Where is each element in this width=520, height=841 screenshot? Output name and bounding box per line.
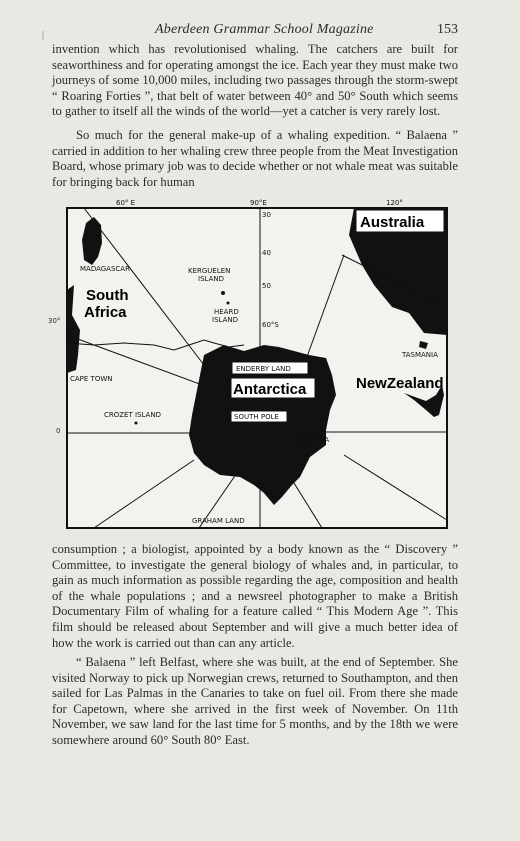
lat-50-label: 50	[262, 282, 271, 290]
paragraph-whaling-catchers: invention which has revolutionised whaling. The catchers are built for seaworthiness and for operating amongst the ice. Each year they must make two journeys of some 10,000 miles, including two passages through the storm-swept “ Roaring Forties ”, that belt of water between 40° and 50° South which seems to gather to itself all the winds of the world—yet a catcher is very rarely lost.	[52, 42, 458, 119]
new-zealand-label: NewZealand	[356, 375, 444, 392]
heard-island-dot	[227, 302, 230, 305]
heard-label-1: HEARD	[214, 308, 239, 316]
lat-40-label: 40	[262, 249, 271, 257]
south-pole-label: SOUTH POLE	[234, 413, 279, 421]
zero-side-label: 0	[56, 427, 61, 435]
kerguelen-label-1: KERGUELEN	[188, 267, 231, 275]
lat-60-label: 60°S	[262, 321, 279, 329]
lon-60-label: 60° E	[116, 199, 136, 207]
paragraph-biologist: consumption ; a biologist, appointed by a body known as the “ Discovery ” Committee, to investigate the general biology of whales and, in particular, to gain as much information as possible regarding the age, composition and health of the whale populations ; and a newsreel photographer to make a British Documentary Film of whaling for a feature called “ This Modern Age ”. This film should be released about September and will give a much better idea of how the work is carried out than can any article.	[52, 542, 458, 650]
map-svg	[64, 195, 450, 531]
southern-ocean-map	[48, 195, 450, 531]
lon-90-label: 90°E	[250, 199, 267, 207]
antarctica-label: Antarctica	[233, 381, 307, 398]
heard-label-2: ISLAND	[212, 316, 238, 324]
south-label: South	[86, 287, 129, 304]
lat-30-side-label: 30°	[48, 317, 61, 325]
graham-land-label: GRAHAM LAND	[192, 517, 245, 525]
ross-sea-label: ROSS SEA	[294, 436, 330, 444]
africa-label: Africa	[84, 304, 127, 321]
enderby-label: ENDERBY LAND	[236, 365, 291, 373]
australia-label: Australia	[360, 214, 425, 231]
crozet-island-dot	[135, 422, 138, 425]
paragraph-expedition-crew: So much for the general make-up of a whaling expedition. “ Balaena ” carried in addition to her whaling crew three people from the Meat Investigation Board, whose primary job was to decide whether or not whale meat was suitable for bringing back for human	[52, 128, 458, 189]
lat-30-label: 30	[262, 211, 271, 219]
kerguelen-label-2: ISLAND	[198, 275, 224, 283]
margin-mark: |	[42, 30, 45, 41]
crozet-label: CROZET ISLAND	[104, 411, 161, 419]
cape-town-label: CAPE TOWN	[70, 375, 113, 383]
paragraph-voyage: “ Balaena ” left Belfast, where she was built, at the end of September. She visited Norway to pick up Norwegian crews, returned to Southampton, and then sailed for Las Palmas in the Canaries to take on fuel oil. From there she made for Capetown, where she arrived in the first week of November. On 11th November, we saw land for the last time for 5 months, and by the 18th we were somewhere around 60° South 80° East.	[52, 655, 458, 747]
lon-120-label: 120°	[386, 199, 403, 207]
page-number: 153	[437, 22, 458, 37]
kerguelen-island-dot	[221, 291, 225, 295]
running-head: Aberdeen Grammar School Magazine	[155, 22, 374, 37]
madagascar-label: MADAGASCAR	[80, 265, 130, 273]
page-header	[0, 22, 520, 40]
tasmania-label: TASMANIA	[402, 351, 438, 359]
